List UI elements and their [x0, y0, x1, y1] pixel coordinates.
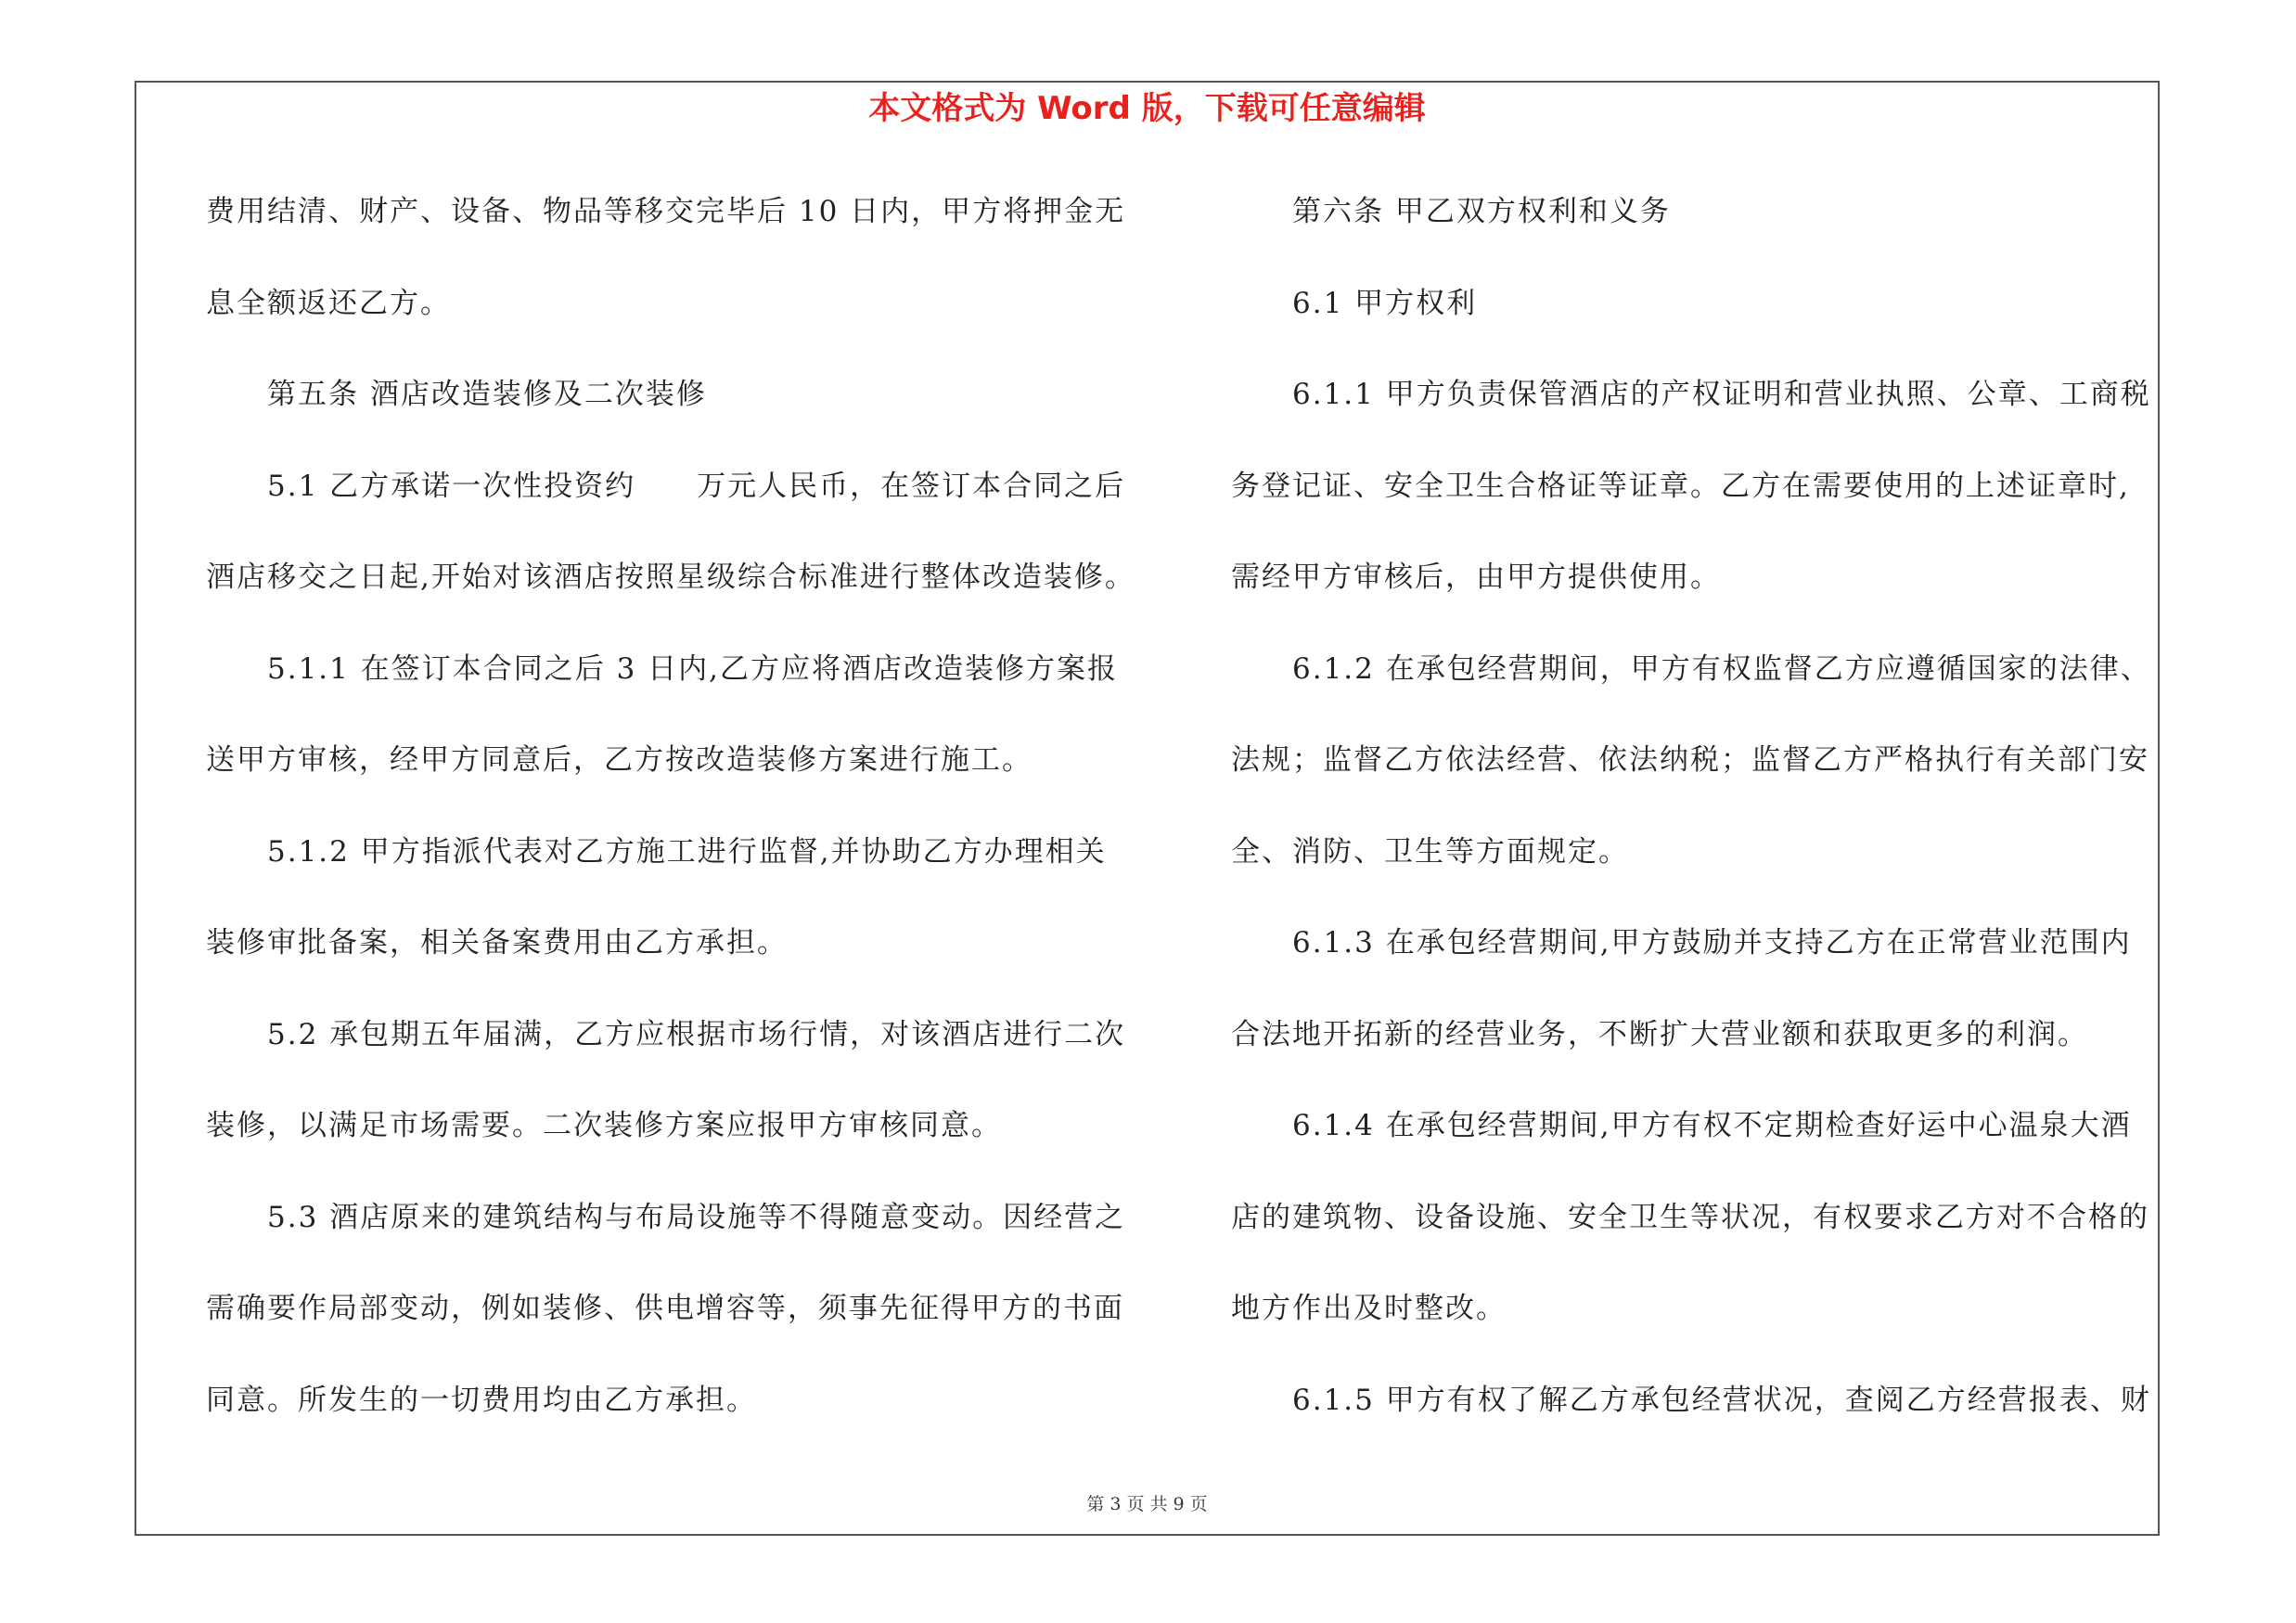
- text-line: 5.1.2 甲方指派代表对乙方施工进行监督,并协助乙方办理相关: [267, 834, 1107, 869]
- text-line: 费用结清、财产、设备、物品等移交完毕后 10 日内，甲方将押金无: [206, 195, 1126, 228]
- right-column: [1231, 184, 2168, 1463]
- format-banner: 本文格式为 Word 版，下载可任意编辑: [868, 90, 1426, 127]
- text-line: 6.1.4 在承包经营期间,甲方有权不定期检查好运中心温泉大酒: [1292, 1109, 2132, 1142]
- text-line: 合法地开拓新的经营业务，不断扩大营业额和获取更多的利润。: [1231, 1017, 2088, 1051]
- text-line: 需经甲方审核后，由甲方提供使用。: [1231, 560, 1721, 594]
- text-line: 酒店移交之日起,开始对该酒店按照星级综合标准进行整体改造装修。: [206, 560, 1135, 594]
- text-line: 6.1.3 在承包经营期间,甲方鼓励并支持乙方在正常营业范围内: [1292, 926, 2132, 960]
- text-line: 装修，以满足市场需要。二次装修方案应报甲方审核同意。: [206, 1109, 1002, 1142]
- text-line: 法规；监督乙方依法经营、依法纳税；监督乙方严格执行有关部门安: [1231, 743, 2149, 777]
- text-line: 第五条 酒店改造装修及二次装修: [267, 378, 707, 411]
- text-line: 6.1.1 甲方负责保管酒店的产权证明和营业执照、公章、工商税: [1292, 378, 2151, 411]
- left-column: [206, 184, 1152, 1463]
- text-line: 5.1.1 在签订本合同之后 3 日内,乙方应将酒店改造装修方案报: [267, 651, 1119, 686]
- text-line: 6.1.5 甲方有权了解乙方承包经营状况，查阅乙方经营报表、财: [1292, 1383, 2151, 1417]
- text-line: 地方作出及时整改。: [1231, 1292, 1507, 1325]
- text-line: 装修审批备案，相关备案费用由乙方承担。: [206, 926, 788, 960]
- text-line: 务登记证、安全卫生合格证等证章。乙方在需要使用的上述证章时,: [1231, 469, 2130, 503]
- text-line: 全、消防、卫生等方面规定。: [1231, 834, 1629, 869]
- text-line: 同意。所发生的一切费用均由乙方承担。: [206, 1383, 757, 1417]
- text-line: 5.1 乙方承诺一次性投资约 万元人民币，在签订本合同之后: [267, 469, 1126, 503]
- text-line: 息全额返还乙方。: [206, 286, 451, 320]
- text-line: 第六条 甲乙双方权利和义务: [1292, 195, 1671, 228]
- page-number: 第 3 页 共 9 页: [1086, 1494, 1208, 1514]
- text-line: 6.1 甲方权利: [1292, 286, 1478, 320]
- text-line: 送甲方审核，经甲方同意后，乙方按改造装修方案进行施工。: [206, 743, 1033, 777]
- text-line: 6.1.2 在承包经营期间，甲方有权监督乙方应遵循国家的法律、: [1292, 651, 2151, 686]
- text-line: 5.3 酒店原来的建筑结构与布局设施等不得随意变动。因经营之: [267, 1200, 1126, 1234]
- text-line: 店的建筑物、设备设施、安全卫生等状况，有权要求乙方对不合格的: [1231, 1200, 2149, 1234]
- text-line: 5.2 承包期五年届满，乙方应根据市场行情，对该酒店进行二次: [267, 1017, 1126, 1051]
- text-line: 需确要作局部变动，例如装修、供电增容等，须事先征得甲方的书面: [206, 1292, 1124, 1325]
